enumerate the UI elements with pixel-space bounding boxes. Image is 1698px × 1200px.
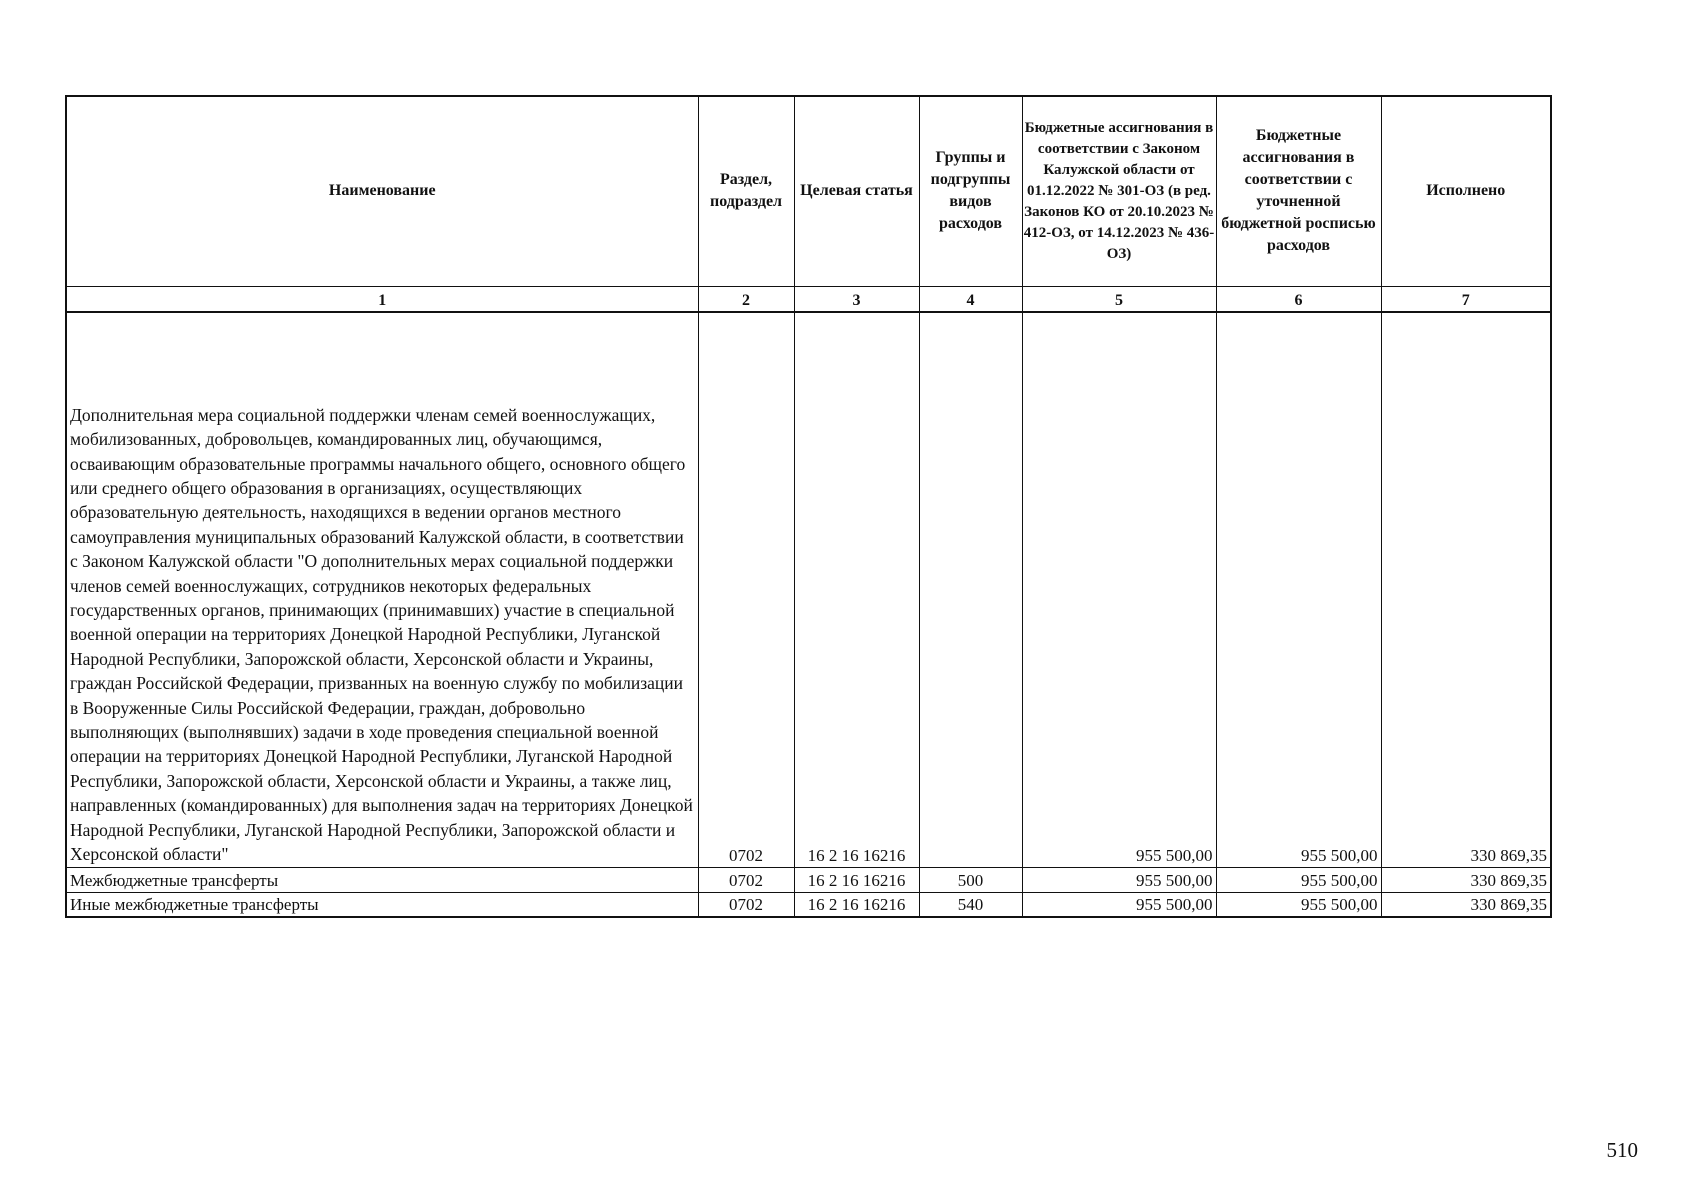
column-number: 6 [1216, 286, 1381, 312]
budget-table [65, 95, 1552, 918]
column-number: 1 [66, 286, 698, 312]
row-name: Дополнительная мера социальной поддержки членам семей военнослужащих, мобилизованных, добровольцев, командированных лиц, обучающимся, осваивающим образовательные программы начального общего, основного общего или среднего общего образования в организациях, осуществляющих образовательную деятельность, находящихся в ведении органов местного самоуправления муниципальных образований Калужской области, в соответствии с Законом Калужской области "О дополнительных мерах социальной поддержки членов семей военнослужащих, сотрудников некоторых федеральных государственных органов, принимающих (принимавших) участие в специальной военной операции на территориях Донецкой Народной Республики, Луганской Народной Республики, Запорожской области, Херсонской области и Украины, граждан Российской Федерации, призванных на военную службу по мобилизации в Вооруженные Силы Российской Федерации, граждан, добровольно выполняющих (выполнявших) задачи в ходе проведения специальной военной операции на территориях Донецкой Народной Республики, Луганской Народной Республики, Запорожской области, Херсонской области и Украины, а также лиц, направленных (командированных) для выполнения задач на территориях Донецкой Народной Республики, Луганской Народной Республики, Запорожской области и Херсонской области" [66, 312, 698, 867]
row-law-amount: 955 500,00 [1022, 867, 1216, 892]
row-section: 0702 [698, 312, 794, 867]
row-refined-amount: 955 500,00 [1216, 312, 1381, 867]
row-group [919, 312, 1022, 867]
row-target: 16 2 16 16216 [794, 867, 919, 892]
row-name: Иные межбюджетные трансферты [66, 892, 698, 917]
row-executed-amount: 330 869,35 [1381, 867, 1551, 892]
row-refined-amount: 955 500,00 [1216, 867, 1381, 892]
column-number: 2 [698, 286, 794, 312]
table-row [66, 892, 1551, 917]
row-refined-amount: 955 500,00 [1216, 892, 1381, 917]
header-row [66, 96, 1551, 286]
table-row [66, 867, 1551, 892]
row-name: Межбюджетные трансферты [66, 867, 698, 892]
column-number: 5 [1022, 286, 1216, 312]
row-executed-amount: 330 869,35 [1381, 312, 1551, 867]
header-name: Наименование [66, 96, 698, 286]
header-refined-allocations: Бюджетные ассигнования в соответствии с уточненной бюджетной росписью расходов [1216, 96, 1381, 286]
row-executed-amount: 330 869,35 [1381, 892, 1551, 917]
header-executed: Исполнено [1381, 96, 1551, 286]
column-number-row [66, 286, 1551, 312]
header-section: Раздел, подраздел [698, 96, 794, 286]
row-target: 16 2 16 16216 [794, 892, 919, 917]
header-groups: Группы и подгруппы видов расходов [919, 96, 1022, 286]
table-row [66, 312, 1551, 867]
row-section: 0702 [698, 892, 794, 917]
row-section: 0702 [698, 867, 794, 892]
row-law-amount: 955 500,00 [1022, 312, 1216, 867]
row-group: 500 [919, 867, 1022, 892]
header-law-allocations: Бюджетные ассигнования в соответствии с Законом Калужской области от 01.12.2022 № 301-ОЗ (в ред. Законов КО от 20.10.2023 № 412-ОЗ, от 14.12.2023 № 436-ОЗ) [1022, 96, 1216, 286]
header-target: Целевая статья [794, 96, 919, 286]
row-target: 16 2 16 16216 [794, 312, 919, 867]
column-number: 4 [919, 286, 1022, 312]
column-number: 3 [794, 286, 919, 312]
column-number: 7 [1381, 286, 1551, 312]
page-number: 510 [1606, 1138, 1638, 1162]
row-law-amount: 955 500,00 [1022, 892, 1216, 917]
row-group: 540 [919, 892, 1022, 917]
